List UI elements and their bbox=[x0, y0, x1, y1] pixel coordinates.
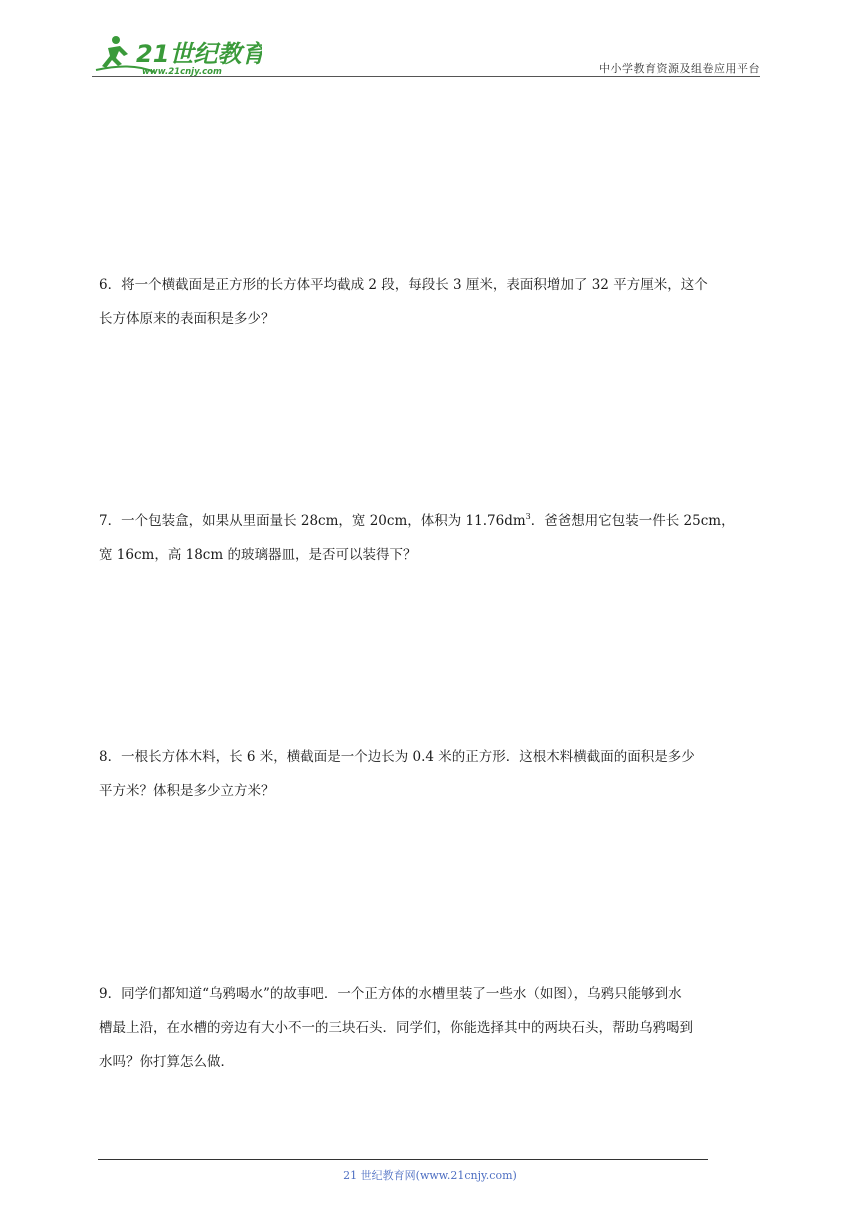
question-6-line-2: 长方体原来的表面积是多少？ bbox=[99, 311, 275, 327]
question-7-line-1: 7．一个包装盒，如果从里面量长 28cm，宽 20cm，体积为 $11.76dm^3$．爸爸想用它包装一件长 25cm， bbox=[99, 512, 735, 529]
footer-link[interactable]: 21 世纪教育网(www.21cnjy.com) bbox=[343, 1169, 517, 1182]
page-header bbox=[92, 32, 760, 78]
platform-label: 中小学教育资源及组卷应用平台 bbox=[599, 62, 760, 75]
question-7 bbox=[99, 504, 761, 572]
question-9 bbox=[99, 977, 761, 1079]
question-6-line-1: 6．将一个横截面是正方形的长方体平均截成 2 段，每段长 3 厘米，表面积增加了 32 平方厘米，这个 bbox=[99, 277, 708, 293]
header-divider bbox=[92, 76, 760, 77]
footer-divider bbox=[98, 1159, 708, 1160]
logo-url: www.21cnjy.com bbox=[142, 67, 222, 77]
question-9-line-1: 9．同学们都知道“乌鸦喝水”的故事吧．一个正方体的水槽里装了一些水（如图），乌鸦只能够到水 bbox=[99, 986, 682, 1002]
question-6 bbox=[99, 268, 761, 336]
question-9-line-2: 槽最上沿，在水槽的旁边有大小不一的三块石头．同学们，你能选择其中的两块石头，帮助乌鸦喝到 bbox=[99, 1020, 693, 1036]
logo-text: 21世纪教育 bbox=[136, 40, 262, 68]
question-8-line-1: 8．一根长方体木料，长 6 米，横截面是一个边长为 0.4 米的正方形．这根木料横截面的面积是多少 bbox=[99, 749, 695, 765]
question-7-line-2: 宽 16cm，高 18cm 的玻璃器皿，是否可以装得下？ bbox=[99, 547, 417, 563]
question-8 bbox=[99, 740, 761, 808]
question-9-line-3: 水吗？你打算怎么做． bbox=[99, 1054, 234, 1070]
site-logo bbox=[92, 32, 262, 78]
question-8-line-2: 平方米？体积是多少立方米？ bbox=[99, 783, 275, 799]
